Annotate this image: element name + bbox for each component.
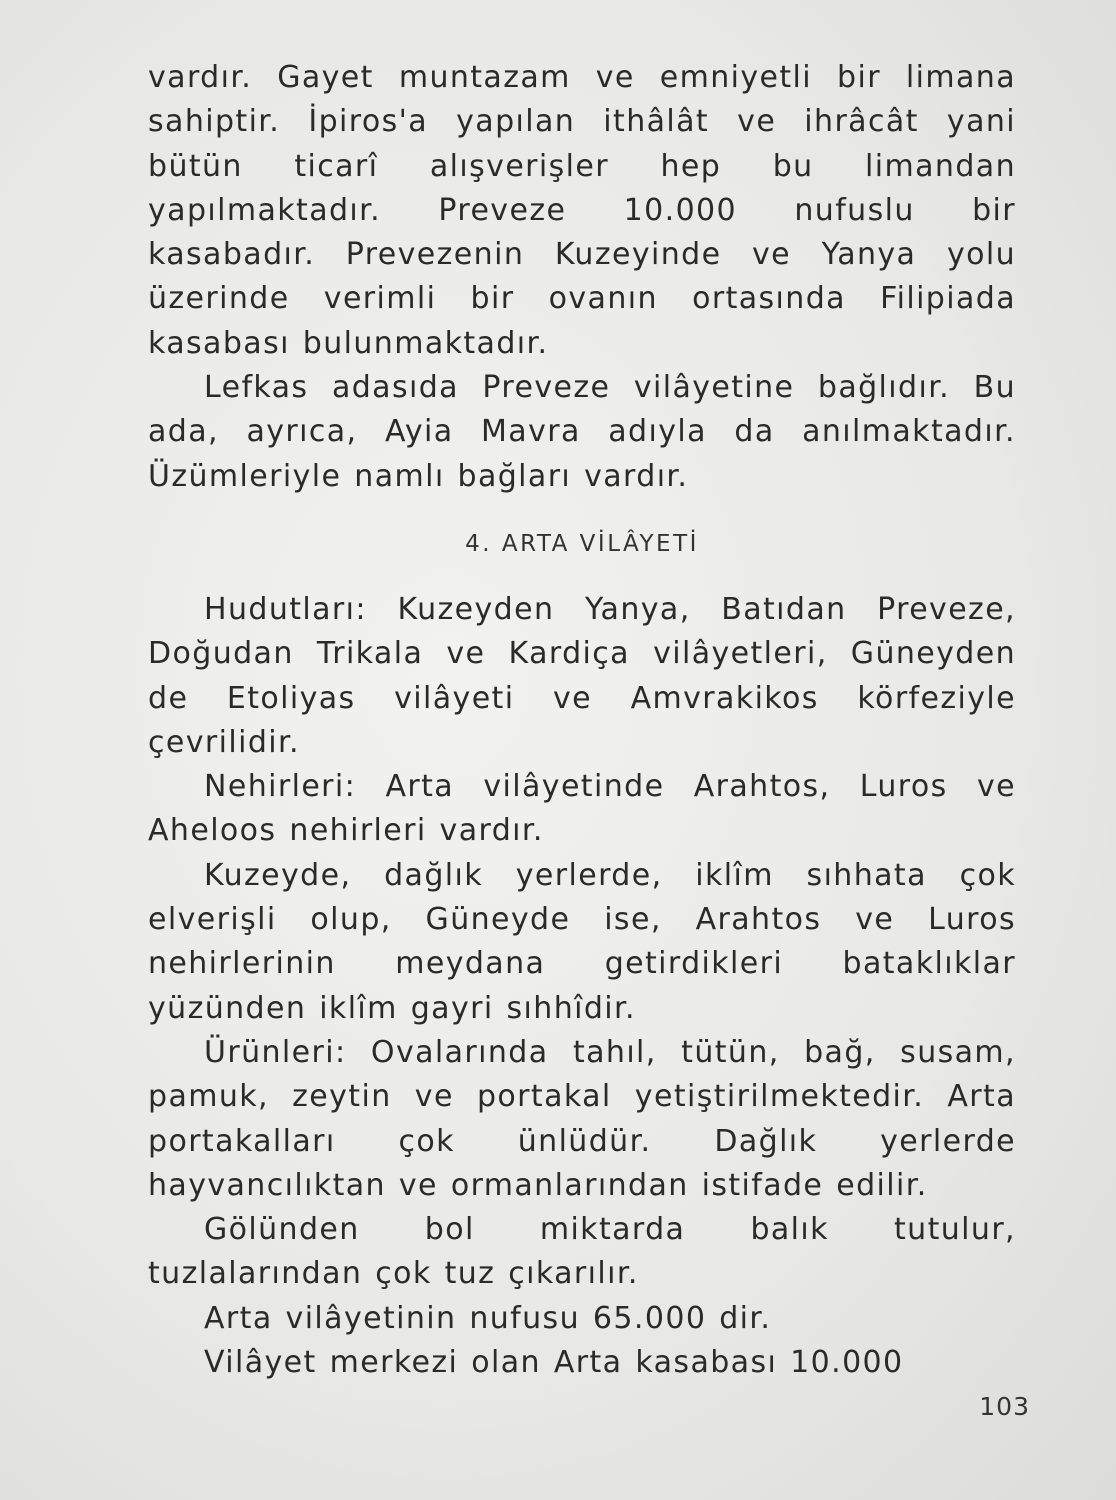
paragraph-merkez: Vilâyet merkezi olan Arta kasabası 10.000	[204, 1345, 904, 1381]
page-number: 103	[979, 1392, 1030, 1421]
paragraph-continuation: vardır. Gayet muntazam ve emniyetli bir limana sahiptir. İpiros'a yapılan ithâlât ve ihrâcât yani bütün ticarî alışverişler hep bu limandan yapılmaktadır. Preveze 10.000 nufuslu bir kasabadır. Prevezenin Kuzeyinde ve Yanya yolu üzerinde verimli bir ovanın ortasında Filipiada kasabası bulunmaktadır.	[148, 60, 1016, 361]
paragraph-hudutlari: Hudutları: Kuzeyden Yanya, Batıdan Preveze, Doğudan Trikala ve Kardiça vilâyetleri, Güneyden de Etoliyas vilâyeti ve Amvrakikos körfeziyle çevrilidir.	[148, 592, 1016, 760]
paragraph-nehirleri: Nehirleri: Arta vilâyetinde Arahtos, Luros ve Aheloos nehirleri vardır.	[148, 769, 1016, 849]
paragraph-lefkas: Lefkas adasıda Preveze vilâyetine bağlıdır. Bu ada, ayrıca, Ayia Mavra adıyla da anılmaktadır. Üzümleriyle namlı bağları vardır.	[148, 370, 1016, 494]
section-heading: 4. ARTA VİLÂYETİ	[465, 531, 699, 557]
text-block-before-heading	[148, 56, 1016, 499]
paragraph-iklim: Kuzeyde, dağlık yerlerde, iklîm sıhhata çok elverişli olup, Güneyde ise, Arahtos ve Luros nehirlerinin meydana getirdikleri bataklıklar yüzünden iklîm gayri sıhhîdir.	[148, 857, 1016, 1026]
paragraph-nufus: Arta vilâyetinin nufusu 65.000 dir.	[204, 1300, 772, 1336]
paragraph-golunden: Gölünden bol miktarda balık tutulur, tuzlalarından çok tuz çıkarılır.	[148, 1212, 1016, 1292]
paragraph-urunleri: Ürünleri: Ovalarında tahıl, tütün, bağ, susam, pamuk, zeytin ve portakal yetiştirilmektedir. Arta portakalları çok ünlüdür. Dağlık yerlerde hayvancılıktan ve ormanlarından istifade edilir.	[148, 1034, 1016, 1203]
text-block-after-heading	[148, 588, 1016, 1385]
